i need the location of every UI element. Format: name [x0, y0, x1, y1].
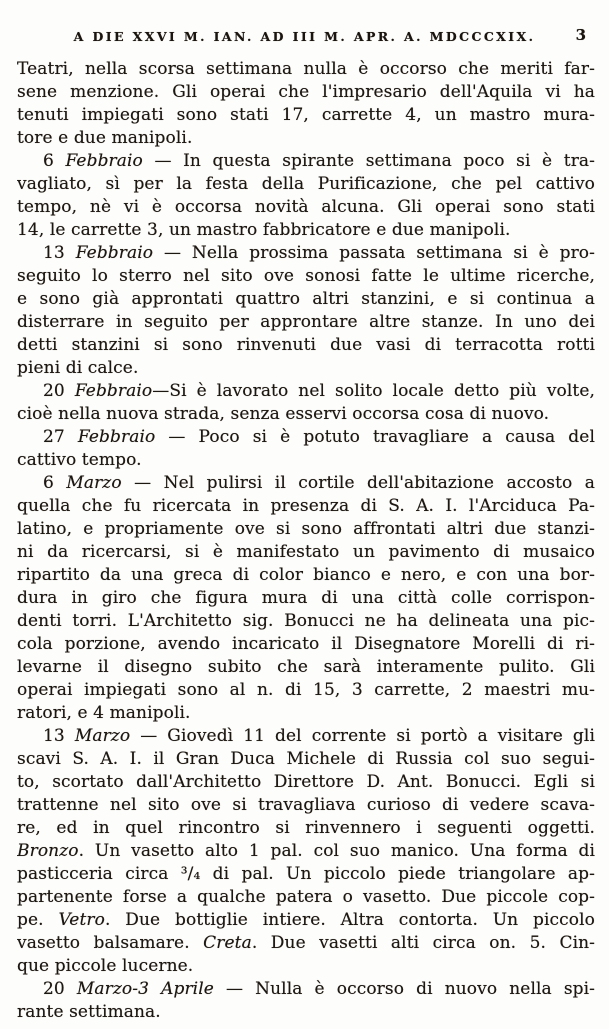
- running-header-row: [0, 0, 609, 47]
- text-run: vagliato, sì per la festa della Purificazione, che pel cattivo: [17, 174, 595, 194]
- text-run: —Si è lavorato nel solito locale detto più volte,: [152, 381, 595, 401]
- text-run: sene menzione. Gli operai che l'impresario dell'Aquila vi ha: [17, 82, 595, 102]
- text-run: cattivo tempo.: [17, 450, 142, 470]
- text-line: [17, 173, 595, 196]
- text-run: denti torri. L'Architetto sig. Bonucci ne ha delineata una pic-: [17, 611, 595, 631]
- paragraph: [17, 58, 595, 150]
- italic-run: Creta: [203, 933, 252, 953]
- text-run: pasticceria circa ³/₄ di pal. Un piccolo piede triangolare ap-: [17, 864, 595, 884]
- text-run: tenuti impiegati sono stati 17, carrette 4, un mastro mura-: [17, 105, 595, 125]
- text-run: seguito lo sterro nel sito ove sonosi fatte le ultime ricerche,: [17, 266, 595, 286]
- text-line: [17, 357, 595, 380]
- text-run: — Nulla è occorso di nuovo nella spi-: [213, 979, 595, 999]
- text-line: [17, 748, 595, 771]
- text-run: cioè nella nuova strada, senza esservi occorsa cosa di nuovo.: [17, 404, 550, 424]
- text-run: tempo, nè vi è occorsa novità alcuna. Gli operai sono stati: [17, 197, 595, 217]
- text-line: [17, 265, 595, 288]
- text-run: 20: [43, 381, 75, 401]
- text-run: to, scortato dall'Architetto Direttore D. Ant. Bonucci. Egli si: [17, 772, 595, 792]
- text-run: — Nella prossima passata settimana si è pro-: [153, 243, 595, 263]
- text-run: dura in giro che figura mura di una città colle corrispon-: [17, 588, 595, 608]
- text-line: [17, 932, 595, 955]
- text-line: [17, 495, 595, 518]
- text-line: [17, 909, 595, 932]
- text-line: [17, 518, 595, 541]
- text-run: . Due bottiglie intiere. Altra contorta. Un piccolo: [104, 910, 595, 930]
- paragraph: [17, 426, 595, 472]
- text-run: levarne il disegno subito che sarà interamente pulito. Gli: [17, 657, 595, 677]
- text-run: pe.: [17, 910, 59, 930]
- text-line: [17, 794, 595, 817]
- text-run: detti stanzini si sono rinvenuti due vasi di terracotta rotti: [17, 335, 595, 355]
- text-run: 14, le carrette 3, un mastro fabbricatore e due manipoli.: [17, 220, 511, 240]
- text-run: — In questa spirante settimana poco si è tra-: [142, 151, 595, 171]
- text-run: ripartito da una greca di color bianco e nero, e con una bor-: [17, 565, 595, 585]
- text-line: [17, 196, 595, 219]
- italic-run: Marzo: [66, 473, 122, 493]
- italic-run: Febbraio: [74, 381, 153, 401]
- text-line: [17, 219, 595, 242]
- paragraph: [17, 725, 595, 978]
- text-line: [17, 587, 595, 610]
- italic-run: Bronzo: [17, 841, 79, 861]
- paragraph: [17, 380, 595, 426]
- text-line: [17, 242, 595, 265]
- text-line: [17, 104, 595, 127]
- text-run: re, ed in quel rincontro si rinvennero i seguenti oggetti.: [17, 818, 595, 838]
- italic-run: Vetro: [58, 910, 105, 930]
- text-run: 13: [43, 243, 76, 263]
- text-line: [17, 610, 595, 633]
- text-line: [17, 656, 595, 679]
- text-run: 27: [43, 427, 78, 447]
- running-header: A DIE XXVI M. IAN. AD III M. APR. A. MDCCCXIX.: [73, 29, 536, 44]
- text-line: [17, 426, 595, 449]
- text-line: [17, 380, 595, 403]
- paragraph: [17, 472, 595, 725]
- italic-run: Febbraio: [77, 427, 156, 447]
- paragraph: [17, 978, 595, 1024]
- text-run: ratori, e 4 manipoli.: [17, 703, 191, 723]
- text-run: quella che fu ricercata in presenza di S. A. I. l'Arciduca Pa-: [17, 496, 595, 516]
- text-run: rante settimana.: [17, 1002, 161, 1022]
- text-line: [17, 81, 595, 104]
- text-run: que piccole lucerne.: [17, 956, 194, 976]
- text-run: operai impiegati sono al n. di 15, 3 carrette, 2 maestri mu-: [17, 680, 595, 700]
- paragraph: [17, 150, 595, 242]
- text-line: [17, 541, 595, 564]
- text-run: vasetto balsamare.: [17, 933, 204, 953]
- text-run: partenente forse a qualche patera o vasetto. Due piccole cop-: [17, 887, 595, 907]
- text-run: — Nel pulirsi il cortile dell'abitazione accosto a: [121, 473, 595, 493]
- text-run: 20: [43, 979, 77, 999]
- text-run: — Giovedì 11 del corrente si portò a visitare gli: [130, 726, 595, 746]
- text-line: [17, 886, 595, 909]
- text-run: ni da ricercarsi, si è manifestato un pavimento di musaico: [17, 542, 595, 562]
- text-line: [17, 472, 595, 495]
- italic-run: Marzo: [74, 726, 131, 746]
- italic-run: Marzo-3 Aprile: [76, 979, 214, 999]
- text-run: disterrare in seguito per approntare altre stanze. In uno dei: [17, 312, 595, 332]
- text-line: [17, 58, 595, 81]
- text-run: 13: [43, 726, 75, 746]
- italic-run: Febbraio: [75, 243, 154, 263]
- text-line: [17, 771, 595, 794]
- text-line: [17, 817, 595, 840]
- text-line: [17, 955, 595, 978]
- text-run: tore e due manipoli.: [17, 128, 193, 148]
- text-line: [17, 725, 595, 748]
- text-run: 6: [43, 151, 66, 171]
- text-line: [17, 449, 595, 472]
- text-line: [17, 633, 595, 656]
- text-run: trattenne nel sito ove si travagliava curioso di vedere scava-: [17, 795, 595, 815]
- text-run: e sono già approntati quattro altri stanzini, e si continua a: [17, 289, 595, 309]
- text-run: latino, e propriamente ove si sono affrontati altri due stanzi-: [17, 519, 595, 539]
- text-run: pieni di calce.: [17, 358, 139, 378]
- text-run: . Un vasetto alto 1 pal. col suo manico. Una forma di: [78, 841, 595, 861]
- italic-run: Febbraio: [65, 151, 143, 171]
- paragraph: [17, 242, 595, 380]
- text-line: [17, 403, 595, 426]
- text-run: scavi S. A. I. il Gran Duca Michele di Russia col suo segui-: [17, 749, 595, 769]
- text-line: [17, 127, 595, 150]
- text-line: [17, 288, 595, 311]
- text-line: [17, 679, 595, 702]
- text-line: [17, 150, 595, 173]
- page-number: 3: [575, 26, 586, 44]
- text-line: [17, 978, 595, 1001]
- text-line: [17, 1001, 595, 1024]
- text-run: Teatri, nella scorsa settimana nulla è occorso che meriti far-: [17, 59, 595, 79]
- text-run: . Due vasetti alti circa on. 5. Cin-: [251, 933, 595, 953]
- text-line: [17, 840, 595, 863]
- text-line: [17, 334, 595, 357]
- page-body: [0, 58, 609, 1024]
- text-line: [17, 863, 595, 886]
- text-line: [17, 311, 595, 334]
- text-line: [17, 702, 595, 725]
- text-run: cola porzione, avendo incaricato il Disegnatore Morelli di ri-: [17, 634, 595, 654]
- text-run: 6: [43, 473, 67, 493]
- text-line: [17, 564, 595, 587]
- text-run: — Poco si è potuto travagliare a causa del: [155, 427, 595, 447]
